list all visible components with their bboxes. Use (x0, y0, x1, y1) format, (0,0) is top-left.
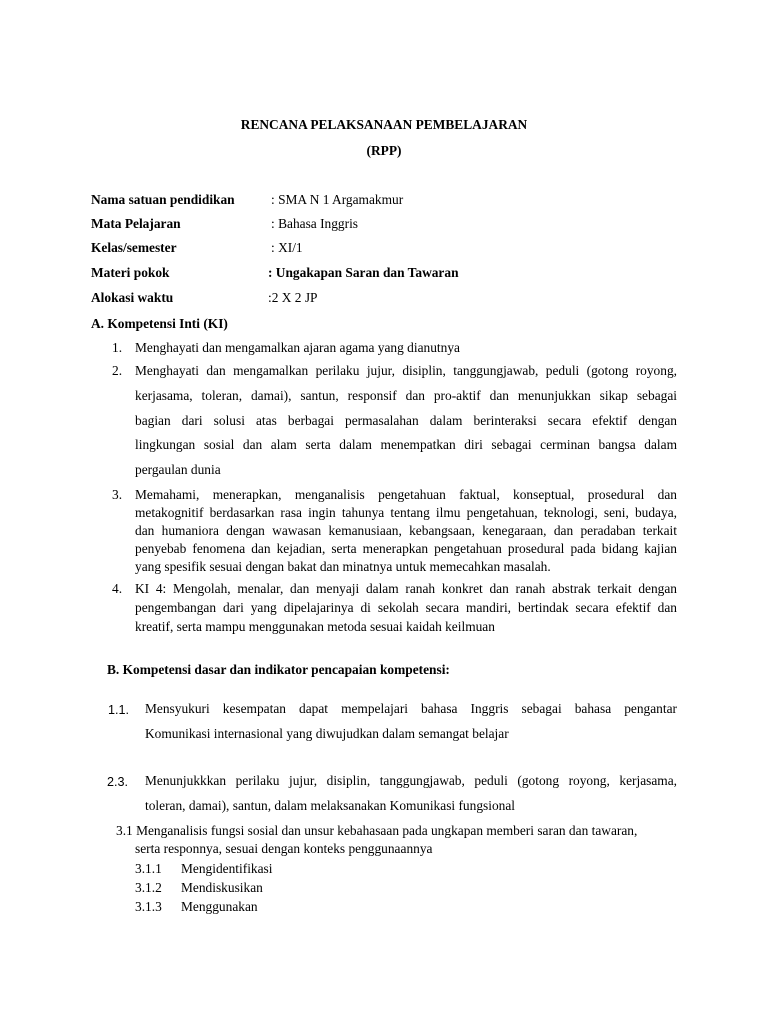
ki-item-line: dan humaniora dengan wawasan kemanusiaan, kebangsaan, kenegaraan, dan peradaban terkait (135, 523, 677, 538)
kd-number: 1.1. (108, 703, 130, 717)
identity-label-time: Alokasi waktu (91, 290, 174, 305)
ki-item-line: Menghayati dan mengamalkan perilaku jujur, disiplin, tanggungjawab, peduli (gotong royong, (135, 363, 677, 378)
ki-item-line: kreatif, serta mampu menggunakan metoda sesuai kaidah keilmuan (135, 619, 495, 634)
kd-line: 3.1 Menganalisis fungsi sosial dan unsur kebahasaan pada ungkapan memberi saran dan tawaran, (116, 823, 638, 838)
ki-item-line: Memahami, menerapkan, menganalisis pengetahuan faktual, konseptual, prosedural dan (135, 487, 677, 502)
ki-item-line: KI 4: Mengolah, menalar, dan menyaji dalam ranah konkret dan ranah abstrak terkait dengan (135, 581, 677, 596)
ki-item-line: kerjasama, toleran, damai), santun, responsif dan pro-aktif dan menunjukkan sikap sebagai (135, 388, 677, 403)
ki-item-number: 1. (112, 340, 123, 355)
ki-item-line: pengembangan dari yang dipelajarinya di sekolah secara mandiri, bertindak secara efektif dan (135, 600, 677, 615)
identity-label-topic: Materi pokok (91, 265, 170, 280)
identity-label-school: Nama satuan pendidikan (91, 192, 235, 207)
kd-line: serta responnya, sesuai dengan konteks penggunaannya (135, 841, 433, 856)
indicator-number: 3.1.1 (135, 861, 162, 876)
ki-item-number: 2. (112, 363, 123, 378)
identity-value-subject: : Bahasa Inggris (271, 216, 359, 231)
document-subtitle: (RPP) (366, 143, 402, 158)
ki-item-line: metakognitif berdasarkan rasa ingin tahunya tentang ilmu pengetahuan, teknologi, seni, budaya, (135, 505, 677, 520)
ki-item-line: pergaulan dunia (135, 462, 221, 477)
identity-label-subject: Mata Pelajaran (91, 216, 181, 231)
identity-label-class: Kelas/semester (91, 240, 177, 255)
indicator-number: 3.1.2 (135, 880, 162, 895)
identity-value-time: :2 X 2 JP (268, 290, 318, 305)
kd-line: Menunjukkkan perilaku jujur, disiplin, tanggungjawab, peduli (gotong royong, kerjasama, (145, 773, 677, 788)
identity-value-school: : SMA N 1 Argamakmur (271, 192, 404, 207)
ki-item-line: bagian dari solusi atas berbagai permasalahan dalam berinteraksi secara efektif dengan (135, 413, 677, 428)
ki-item-line: lingkungan sosial dan alam serta dalam menempatkan diri sebagai cerminan bangsa dalam (135, 437, 677, 452)
identity-value-topic: : Ungakapan Saran dan Tawaran (268, 265, 459, 280)
kd-number: 2.3. (107, 775, 129, 789)
indicator-number: 3.1.3 (135, 899, 162, 914)
section-a-heading: A. Kompetensi Inti (KI) (91, 316, 228, 331)
document-title: RENCANA PELAKSANAAN PEMBELAJARAN (240, 117, 528, 132)
ki-item-number: 4. (112, 581, 123, 596)
kd-line: Mensyukuri kesempatan dapat mempelajari bahasa Inggris sebagai bahasa pengantar (145, 701, 677, 716)
indicator-text: Menggunakan (181, 899, 258, 914)
ki-item-line: yang spesifik sesuai dengan bakat dan minatnya untuk memecahkan masalah. (135, 559, 551, 574)
kd-line: toleran, damai), santun, dalam melaksanakan Komunikasi fungsional (145, 798, 516, 813)
section-b-heading: B. Kompetensi dasar dan indikator pencapaian kompetensi: (107, 662, 450, 677)
indicator-text: Mendiskusikan (181, 880, 263, 895)
kd-line: Komunikasi internasional yang diwujudkan dalam semangat belajar (145, 726, 509, 741)
ki-item-line: Menghayati dan mengamalkan ajaran agama yang dianutnya (135, 340, 460, 355)
indicator-text: Mengidentifikasi (181, 861, 273, 876)
ki-item-line: penyebab fenomena dan kejadian, serta menerapkan pengetahuan prosedural pada bidang kajian (135, 541, 677, 556)
ki-item-number: 3. (112, 487, 123, 502)
identity-value-class: : XI/1 (271, 240, 303, 255)
